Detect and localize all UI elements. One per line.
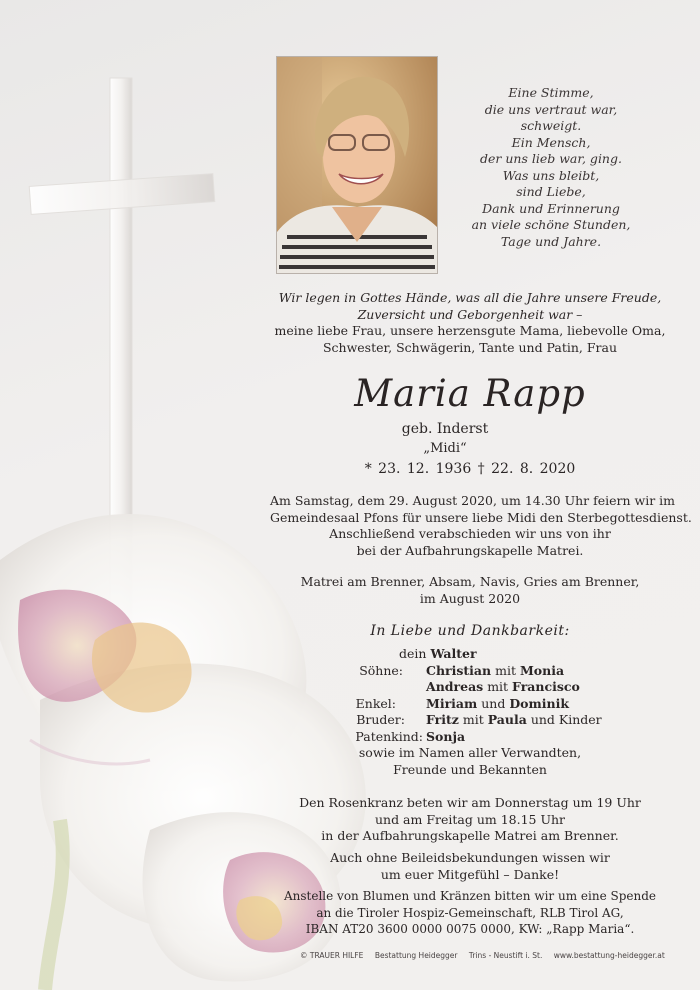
mourner-row-godchild — [330, 729, 650, 746]
intro-line: Wir legen in Gottes Hände, was all die Jahre unsere Freude, — [278, 290, 662, 305]
connector-text: und — [481, 695, 506, 711]
poem — [446, 85, 656, 250]
intro-line: meine liebe Frau, unsere herzensgute Mama, liebevolle Oma, — [274, 323, 666, 338]
condolence-line: um euer Mitgefühl – Danke! — [380, 866, 560, 882]
spouse-prefix: dein — [399, 646, 427, 661]
life-dates: * 23. 12. 1936 † 22. 8. 2020 — [364, 461, 576, 477]
brother-partner-name: Paula — [487, 712, 527, 727]
poem-line: Tage und Jahre. — [500, 233, 602, 249]
connector-text: mit — [495, 662, 516, 678]
deceased-name: Maria Rapp — [354, 372, 586, 415]
mourner-row-sons — [330, 663, 650, 680]
intro-text — [270, 290, 670, 356]
son-name: Christian — [426, 662, 492, 678]
places-line: Matrei am Brenner, Absam, Navis, Gries am Brenner, — [300, 574, 640, 589]
rosary-line: in der Aufbahrungskapelle Matrei am Brenner. — [321, 828, 619, 843]
service-line: Gemeindesaal Pfons für unsere liebe Midi den Sterbegottesdienst. — [270, 509, 692, 525]
connector-text: und Kinder — [530, 712, 602, 727]
grandchild-name: Miriam — [426, 695, 478, 711]
portrait-photo — [276, 56, 438, 274]
mourner-closing: sowie im Namen aller Verwandten, — [358, 745, 582, 760]
rosary-line: und am Freitag um 18.15 Uhr — [374, 811, 566, 827]
brand-logo: © TRAUER HILFE — [300, 951, 364, 960]
company-location: Trins - Neustift i. St. — [468, 951, 543, 960]
service-line: Anschließend verabschieden wir uns von ihr — [329, 526, 611, 541]
donation-line: Anstelle von Blumen und Kränzen bitten wir um eine Spende — [283, 889, 657, 903]
poem-line: der uns lieb war, ging. — [480, 151, 622, 166]
nickname: „Midi“ — [423, 441, 467, 456]
mourner-row-sons-2 — [330, 679, 650, 696]
company-name: Bestattung Heidegger — [374, 951, 458, 960]
birth-name: geb. Inderst — [401, 421, 489, 437]
rosary-line: Den Rosenkranz beten wir am Donnerstag um 19 Uhr — [299, 795, 641, 810]
sons-label: Söhne: — [359, 662, 403, 678]
grandchildren-label: Enkel: — [355, 695, 396, 711]
son-partner-name: Monia — [519, 662, 565, 678]
poem-line: an viele schöne Stunden, — [471, 217, 631, 232]
brother-name: Fritz — [426, 712, 459, 727]
godchild-name: Sonja — [426, 728, 466, 744]
places — [270, 574, 670, 607]
mourner-row-brother — [330, 712, 650, 729]
poem-line: sind Liebe, — [516, 184, 586, 199]
spouse-name: Walter — [430, 646, 477, 661]
mourners-list — [330, 646, 650, 778]
rosary-info — [270, 795, 670, 845]
poem-line: schweigt. — [520, 118, 582, 133]
company-website[interactable]: www.bestattung-heidegger.at — [553, 951, 665, 960]
places-line: im August 2020 — [419, 590, 521, 606]
mourner-closing: Freunde und Bekannten — [393, 761, 547, 777]
mourner-row-grandchildren — [330, 696, 650, 713]
poem-line: Was uns bleibt, — [502, 167, 600, 183]
donation-line: IBAN AT20 3600 0000 0075 0000, KW: „Rapp Maria“. — [305, 922, 635, 936]
son-partner-name: Francisco — [512, 679, 580, 694]
intro-line: Schwester, Schwägerin, Tante und Patin, Frau — [322, 339, 618, 355]
poem-line: die uns vertraut war, — [484, 101, 618, 117]
portrait-illustration — [277, 57, 437, 273]
service-line: bei der Aufbahrungskapelle Matrei. — [356, 542, 584, 558]
mourner-row-spouse — [330, 646, 650, 663]
donation-line: an die Tiroler Hospiz-Gemeinschaft, RLB Tirol AG, — [316, 905, 624, 920]
intro-line: Zuversicht und Geborgenheit war – — [357, 306, 583, 322]
poem-line: Eine Stimme, — [508, 85, 594, 100]
grandchild-name: Dominik — [509, 695, 569, 711]
connector-text: mit — [487, 679, 509, 694]
son-name: Andreas — [426, 679, 484, 694]
condolence-info — [270, 850, 670, 883]
poem-line: Dank und Erinnerung — [482, 200, 620, 216]
godchild-label: Patenkind: — [355, 728, 423, 744]
condolence-line: Auch ohne Beileidsbekundungen wissen wir — [330, 850, 610, 865]
mourners-heading: In Liebe und Dankbarkeit: — [370, 623, 570, 639]
poem-line: Ein Mensch, — [511, 134, 591, 150]
connector-text: mit — [462, 712, 484, 727]
service-line: Am Samstag, dem 29. August 2020, um 14.30 Uhr feiern wir im — [270, 493, 676, 508]
donation-info — [270, 888, 670, 938]
footer — [300, 951, 665, 960]
brother-label: Bruder: — [356, 712, 405, 727]
service-info — [270, 493, 692, 559]
